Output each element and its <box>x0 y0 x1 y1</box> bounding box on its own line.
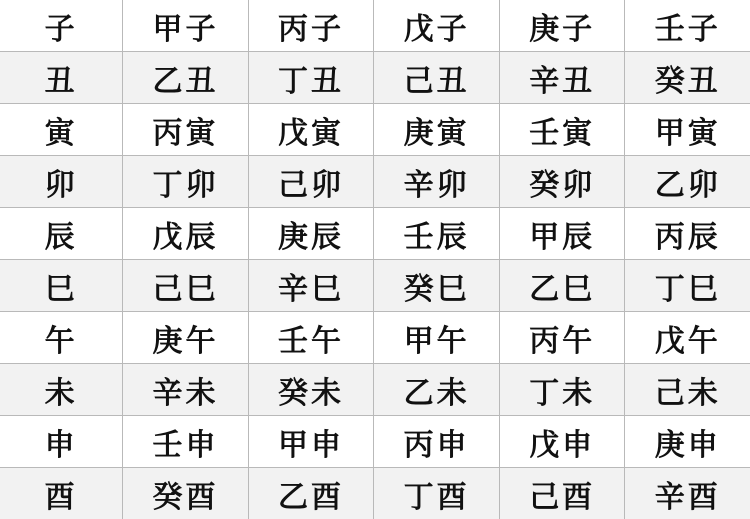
table-row <box>0 104 750 156</box>
stem-branch-cell <box>248 0 374 52</box>
cell-label: 癸酉 <box>152 472 218 516</box>
branch-cell <box>0 0 123 52</box>
table-row <box>0 0 750 52</box>
cell-label: 丑 <box>45 56 78 100</box>
stem-branch-cell <box>123 312 249 364</box>
branch-cell <box>0 468 123 519</box>
stem-branch-cell <box>123 468 249 519</box>
table-row <box>0 260 750 312</box>
cell-label: 辛未 <box>152 368 218 412</box>
stem-branch-cell <box>374 104 500 156</box>
stem-branch-cell <box>625 260 750 312</box>
cell-label: 丁丑 <box>278 56 344 100</box>
stem-branch-cell <box>248 364 374 416</box>
cell-label: 甲申 <box>278 420 344 464</box>
cell-label: 己未 <box>655 368 721 412</box>
cell-label: 卯 <box>45 160 78 204</box>
stem-branch-cell <box>374 208 500 260</box>
stem-branch-cell <box>123 0 249 52</box>
stem-branch-cell <box>123 104 249 156</box>
cell-label: 戊申 <box>529 420 595 464</box>
table-row <box>0 312 750 364</box>
stem-branch-cell <box>625 0 750 52</box>
table-row <box>0 364 750 416</box>
stem-branch-cell <box>625 156 750 208</box>
cell-label: 乙卯 <box>655 160 721 204</box>
stem-branch-cell <box>248 52 374 104</box>
stem-branch-cell <box>625 468 750 519</box>
stem-branch-cell <box>123 260 249 312</box>
cell-label: 甲寅 <box>655 108 721 152</box>
cell-label: 辰 <box>45 212 78 256</box>
stem-branch-cell <box>248 208 374 260</box>
stem-branch-cell <box>248 312 374 364</box>
stem-branch-cell <box>499 104 625 156</box>
branch-cell <box>0 364 123 416</box>
table-row <box>0 52 750 104</box>
cell-label: 乙酉 <box>278 472 344 516</box>
stem-branch-cell <box>499 208 625 260</box>
cell-label: 乙未 <box>404 368 470 412</box>
stem-branch-cell <box>123 208 249 260</box>
cell-label: 戊寅 <box>278 108 344 152</box>
cell-label: 丙寅 <box>152 108 218 152</box>
stem-branch-cell <box>248 156 374 208</box>
stem-branch-cell <box>499 0 625 52</box>
cell-label: 壬辰 <box>404 212 470 256</box>
cell-label: 己巳 <box>152 264 218 308</box>
stem-branch-cell <box>499 156 625 208</box>
cell-label: 辛卯 <box>404 160 470 204</box>
cell-label: 庚午 <box>152 316 218 360</box>
stem-branch-cell <box>499 52 625 104</box>
cell-label: 癸未 <box>278 368 344 412</box>
cell-label: 丁卯 <box>152 160 218 204</box>
cell-label: 未 <box>45 368 78 412</box>
stem-branch-cell <box>123 364 249 416</box>
table-row <box>0 156 750 208</box>
stem-branch-cell <box>248 260 374 312</box>
cell-label: 辛巳 <box>278 264 344 308</box>
cell-label: 壬寅 <box>529 108 595 152</box>
stem-branch-cell <box>374 416 500 468</box>
table-row <box>0 468 750 519</box>
stem-branch-cell <box>625 104 750 156</box>
stem-branch-cell <box>123 156 249 208</box>
cell-label: 丁未 <box>529 368 595 412</box>
cell-label: 庚子 <box>529 4 595 48</box>
cell-label: 甲午 <box>404 316 470 360</box>
cell-label: 丁酉 <box>404 472 470 516</box>
stem-branch-cell <box>374 260 500 312</box>
cell-label: 甲辰 <box>529 212 595 256</box>
cell-label: 壬子 <box>655 4 721 48</box>
cell-label: 丙午 <box>529 316 595 360</box>
stem-branch-cell <box>625 312 750 364</box>
stem-branch-cell <box>374 312 500 364</box>
stem-branch-cell <box>374 468 500 519</box>
stem-branch-cell <box>625 416 750 468</box>
cell-label: 寅 <box>45 108 78 152</box>
stem-branch-cell <box>123 416 249 468</box>
stem-branch-cell <box>123 52 249 104</box>
cell-label: 庚申 <box>655 420 721 464</box>
stem-branch-cell <box>499 416 625 468</box>
cell-label: 辛丑 <box>529 56 595 100</box>
table-row <box>0 208 750 260</box>
cell-label: 壬申 <box>152 420 218 464</box>
stem-branch-cell <box>499 260 625 312</box>
cell-label: 甲子 <box>152 4 218 48</box>
stem-branch-cell <box>499 364 625 416</box>
table-row <box>0 416 750 468</box>
cell-label: 丙辰 <box>655 212 721 256</box>
stem-branch-cell <box>374 0 500 52</box>
cell-label: 申 <box>45 420 78 464</box>
stem-branch-cell <box>625 52 750 104</box>
cell-label: 丁巳 <box>655 264 721 308</box>
branch-cell <box>0 260 123 312</box>
cell-label: 癸卯 <box>529 160 595 204</box>
cell-label: 癸巳 <box>404 264 470 308</box>
stem-branch-cell <box>625 364 750 416</box>
cell-label: 丙子 <box>278 4 344 48</box>
cell-label: 子 <box>45 4 78 48</box>
stem-branch-cell <box>499 468 625 519</box>
stem-branch-cell <box>248 104 374 156</box>
branch-cell <box>0 312 123 364</box>
cell-label: 戊午 <box>655 316 721 360</box>
cell-label: 己酉 <box>529 472 595 516</box>
cell-label: 乙丑 <box>152 56 218 100</box>
cell-label: 戊子 <box>404 4 470 48</box>
cell-label: 庚辰 <box>278 212 344 256</box>
branch-cell <box>0 156 123 208</box>
cell-label: 庚寅 <box>404 108 470 152</box>
stem-branch-cell <box>625 208 750 260</box>
stem-branch-cell <box>374 156 500 208</box>
cell-label: 辛酉 <box>655 472 721 516</box>
cell-label: 乙巳 <box>529 264 595 308</box>
cell-label: 丙申 <box>404 420 470 464</box>
cell-label: 己卯 <box>278 160 344 204</box>
stem-branch-cell <box>499 312 625 364</box>
cell-label: 壬午 <box>278 316 344 360</box>
stem-branch-cell <box>248 468 374 519</box>
cell-label: 己丑 <box>404 56 470 100</box>
stem-branch-cell <box>374 364 500 416</box>
branch-cell <box>0 52 123 104</box>
cell-label: 酉 <box>45 472 78 516</box>
cell-label: 巳 <box>45 264 78 308</box>
branch-cell <box>0 104 123 156</box>
cell-label: 午 <box>45 316 78 360</box>
stem-branch-cell <box>374 52 500 104</box>
cell-label: 戊辰 <box>152 212 218 256</box>
branch-cell <box>0 208 123 260</box>
branch-cell <box>0 416 123 468</box>
cell-label: 癸丑 <box>655 56 721 100</box>
stem-branch-cell <box>248 416 374 468</box>
